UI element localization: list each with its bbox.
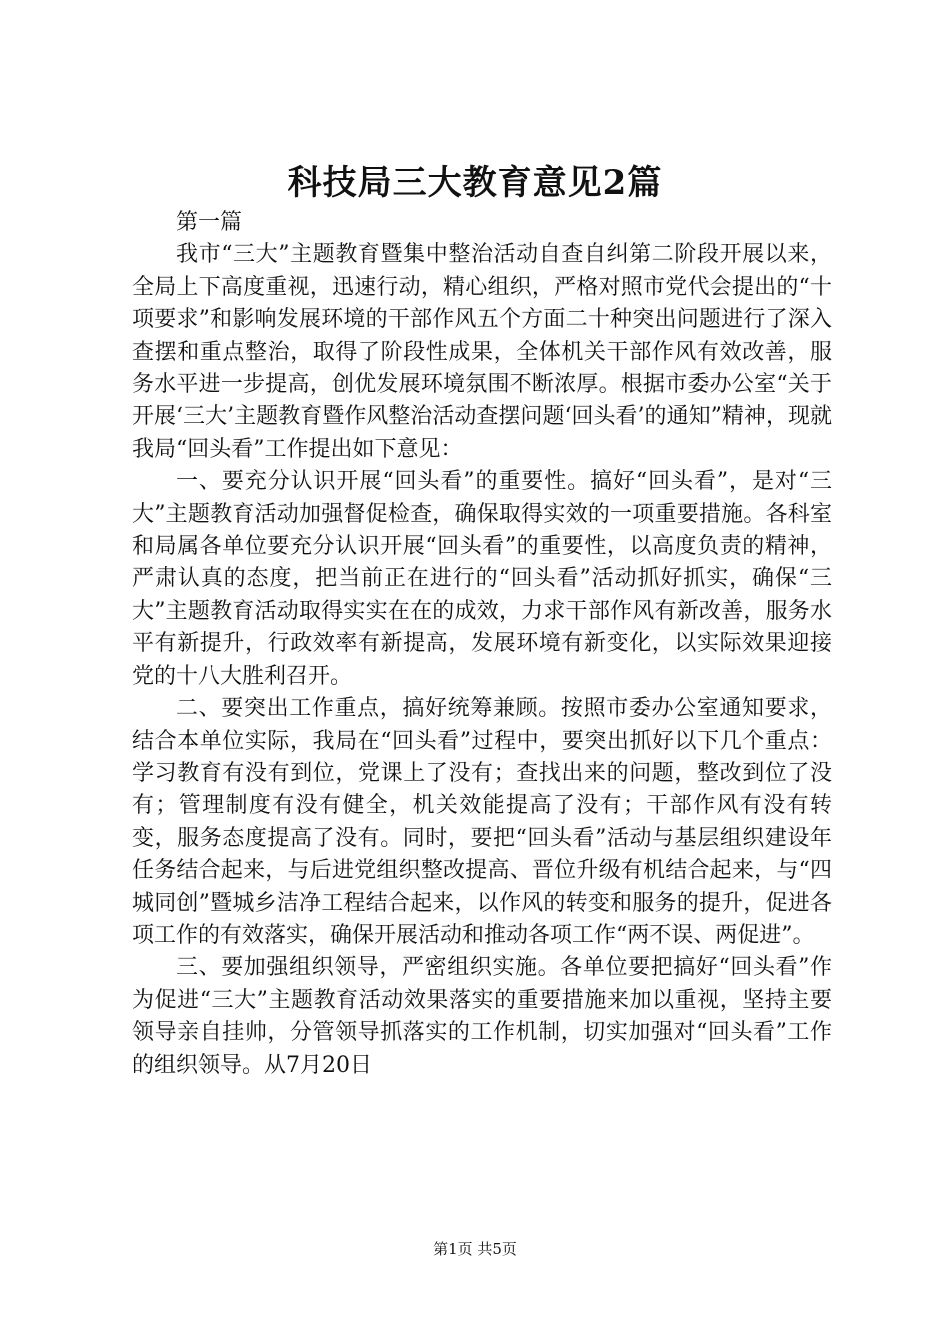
- paragraph-intro: 我市“三大”主题教育暨集中整治活动自查自纠第二阶段开展以来，全局上下高度重视，迅速行动，精心组织，严格对照市党代会提出的“十项要求”和影响发展环境的干部作风五个方面二十种突出问题进行了深入查摆和重点整治，取得了阶段性成果，全体机关干部作风有效改善，服务水平进一步提高，创优发展环境氛围不断浓厚。根据市委办公室“关于开展‘三大’主题教育暨作风整治活动查摆问题‘回头看’的通知”精神，现就我局“回头看”工作提出如下意见：: [132, 242, 832, 462]
- document-body: [132, 207, 832, 1082]
- paragraph-point-2: 二、要突出工作重点，搞好统筹兼顾。按照市委办公室通知要求，结合本单位实际，我局在“回头看”过程中，要突出抓好以下几个重点：学习教育有没有到位，党课上了没有；查找出来的问题，整改到位了没有；管理制度有没有健全，机关效能提高了没有；干部作风有没有转变，服务态度提高了没有。同时，要把“回头看”活动与基层组织建设年任务结合起来，与后进党组织整改提高、晋位升级有机结合起来，与“四城同创”暨城乡洁净工程结合起来，以作风的转变和服务的提升，促进各项工作的有效落实，确保开展活动和推动各项工作“两不误、两促进”。: [132, 696, 832, 948]
- paragraph-point-3: 三、要加强组织领导，严密组织实施。各单位要把搞好“回头看”作为促进“三大”主题教育活动效果落实的重要措施来加以重视，坚持主要领导亲自挂帅，分管领导抓落实的工作机制，切实加强对“回头看”工作的组织领导。从7月20日: [132, 955, 832, 1078]
- paragraph-point-1: 一、要充分认识开展“回头看”的重要性。搞好“回头看”，是对“三大”主题教育活动加强督促检查，确保取得实效的一项重要措施。各科室和局属各单位要充分认识开展“回头看”的重要性，以高度负责的精神，严肃认真的态度，把当前正在进行的“回头看”活动抓好抓实，确保“三大”主题教育活动取得实实在在的成效，力求干部作风有新改善，服务水平有新提升，行政效率有新提高，发展环境有新变化，以实际效果迎接党的十八大胜利召开。: [132, 469, 832, 689]
- page-footer: 第1页 共5页: [433, 1240, 517, 1258]
- section-label: 第一篇: [176, 210, 243, 235]
- document-title: 科技局三大教育意见2篇: [287, 163, 663, 203]
